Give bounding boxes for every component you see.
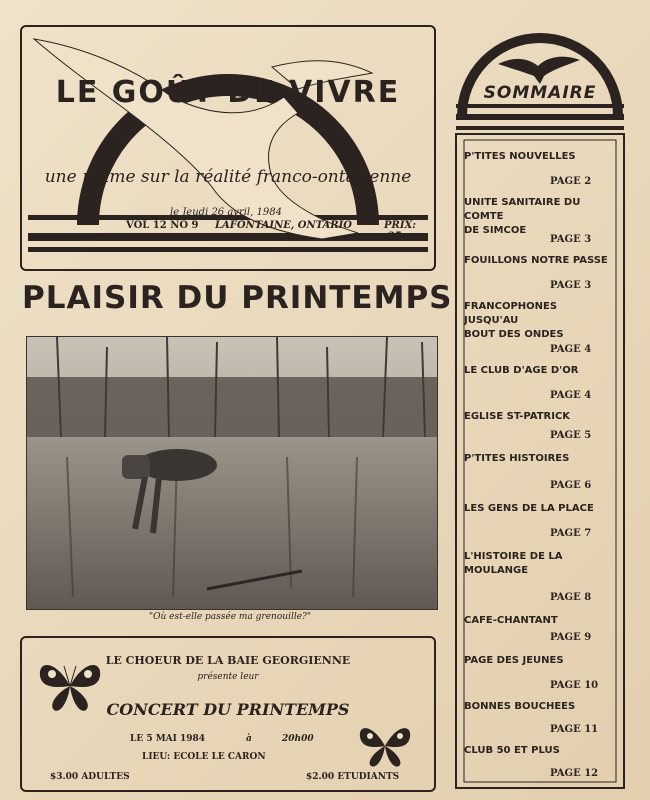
issue-place: LAFONTAINE, ONTARIO xyxy=(215,220,353,231)
student-price: $2.00 ETUDIANTS xyxy=(306,772,400,782)
choir-name: LE CHOEUR DE LA BAIE GEORGIENNE xyxy=(105,654,351,667)
concert-at: à xyxy=(246,734,252,744)
concert-title: CONCERT DU PRINTEMPS xyxy=(106,700,350,719)
toc-page-number: PAGE 9 xyxy=(550,632,592,643)
toc-section-title xyxy=(464,196,614,238)
toc-section-title xyxy=(464,700,614,714)
toc-section-title xyxy=(464,452,614,466)
table-of-contents xyxy=(454,26,626,790)
toc-section-line: FOUILLONS NOTRE PASSE xyxy=(464,255,608,266)
toc-section-title xyxy=(464,744,614,758)
newspaper-title: LE GOÛT DE VIVRE xyxy=(55,75,401,110)
cover-photo xyxy=(26,336,438,610)
toc-page-number: PAGE 10 xyxy=(550,680,599,691)
toc-page-number: PAGE 4 xyxy=(550,390,592,401)
toc-page-number: PAGE 3 xyxy=(550,234,592,245)
toc-page-number: PAGE 7 xyxy=(550,528,592,539)
dove-icon xyxy=(498,57,580,84)
toc-section-title xyxy=(464,364,614,378)
toc-section-line: L'HISTOIRE DE LA xyxy=(464,551,563,562)
toc-page-number: PAGE 8 xyxy=(550,592,592,603)
concert-venue: LIEU: ECOLE LE CARON xyxy=(142,752,266,762)
toc-section-title xyxy=(464,300,614,342)
toc-page-number: PAGE 12 xyxy=(550,768,599,779)
toc-page-number: PAGE 2 xyxy=(550,176,592,187)
toc-section-line: CAFE-CHANTANT xyxy=(464,615,558,626)
pond-photo-icon xyxy=(27,337,437,609)
newspaper-subtitle: une plume sur la réalité franco-ontarienne xyxy=(44,167,412,187)
toc-page-number: PAGE 5 xyxy=(550,430,592,441)
toc-section-line: FRANCOPHONES JUSQU'AU xyxy=(464,301,558,326)
toc-page-number: PAGE 3 xyxy=(550,280,592,291)
toc-section-title xyxy=(464,150,614,164)
toc-section-line: UNITE SANITAIRE DU COMTE xyxy=(464,197,581,222)
issue-price: PRIX: .25 xyxy=(384,220,416,242)
toc-section-line: EGLISE ST-PATRICK xyxy=(464,411,571,422)
photo-caption: "Où est-elle passée ma grenouille?" xyxy=(148,612,311,622)
sommaire-frame xyxy=(454,26,626,790)
toc-section-line: BOUT DES ONDES xyxy=(464,329,564,340)
issue-date: le Jeudi 26 avril, 1984 xyxy=(170,207,282,218)
sommaire-title: SOMMAIRE xyxy=(483,83,597,103)
toc-section-title xyxy=(464,614,614,628)
toc-section-line: PAGE DES JEUNES xyxy=(464,655,564,666)
concert-date: LE 5 MAI 1984 xyxy=(130,734,206,744)
masthead xyxy=(20,25,436,271)
toc-section-line: P'TITES NOUVELLES xyxy=(464,151,576,162)
toc-page-number: PAGE 4 xyxy=(550,344,592,355)
main-headline: PLAISIR DU PRINTEMPS xyxy=(22,280,453,316)
toc-section-line: CLUB 50 ET PLUS xyxy=(464,745,560,756)
butterfly-icon xyxy=(356,720,414,770)
concert-announcement xyxy=(20,636,436,792)
adult-price: $3.00 ADULTES xyxy=(50,772,130,782)
toc-section-line: P'TITES HISTOIRES xyxy=(464,453,570,464)
issue-volume: VOL 12 NO 9 xyxy=(126,220,199,231)
masthead-art xyxy=(22,27,434,269)
presents-text: présente leur xyxy=(197,672,259,682)
concert-time: 20h00 xyxy=(282,734,314,744)
toc-section-line: DE SIMCOE xyxy=(464,225,527,236)
toc-section-line: MOULANGE xyxy=(464,565,529,576)
toc-section-title xyxy=(464,654,614,668)
toc-section-line: BONNES BOUCHEES xyxy=(464,701,576,712)
toc-section-line: LES GENS DE LA PLACE xyxy=(464,503,594,514)
toc-section-title xyxy=(464,410,614,424)
toc-page-number: PAGE 11 xyxy=(550,724,599,735)
toc-page-number: PAGE 6 xyxy=(550,480,592,491)
toc-section-line: LE CLUB D'AGE D'OR xyxy=(464,365,579,376)
toc-section-title xyxy=(464,254,614,268)
toc-section-title xyxy=(464,550,614,578)
toc-section-title xyxy=(464,502,614,516)
